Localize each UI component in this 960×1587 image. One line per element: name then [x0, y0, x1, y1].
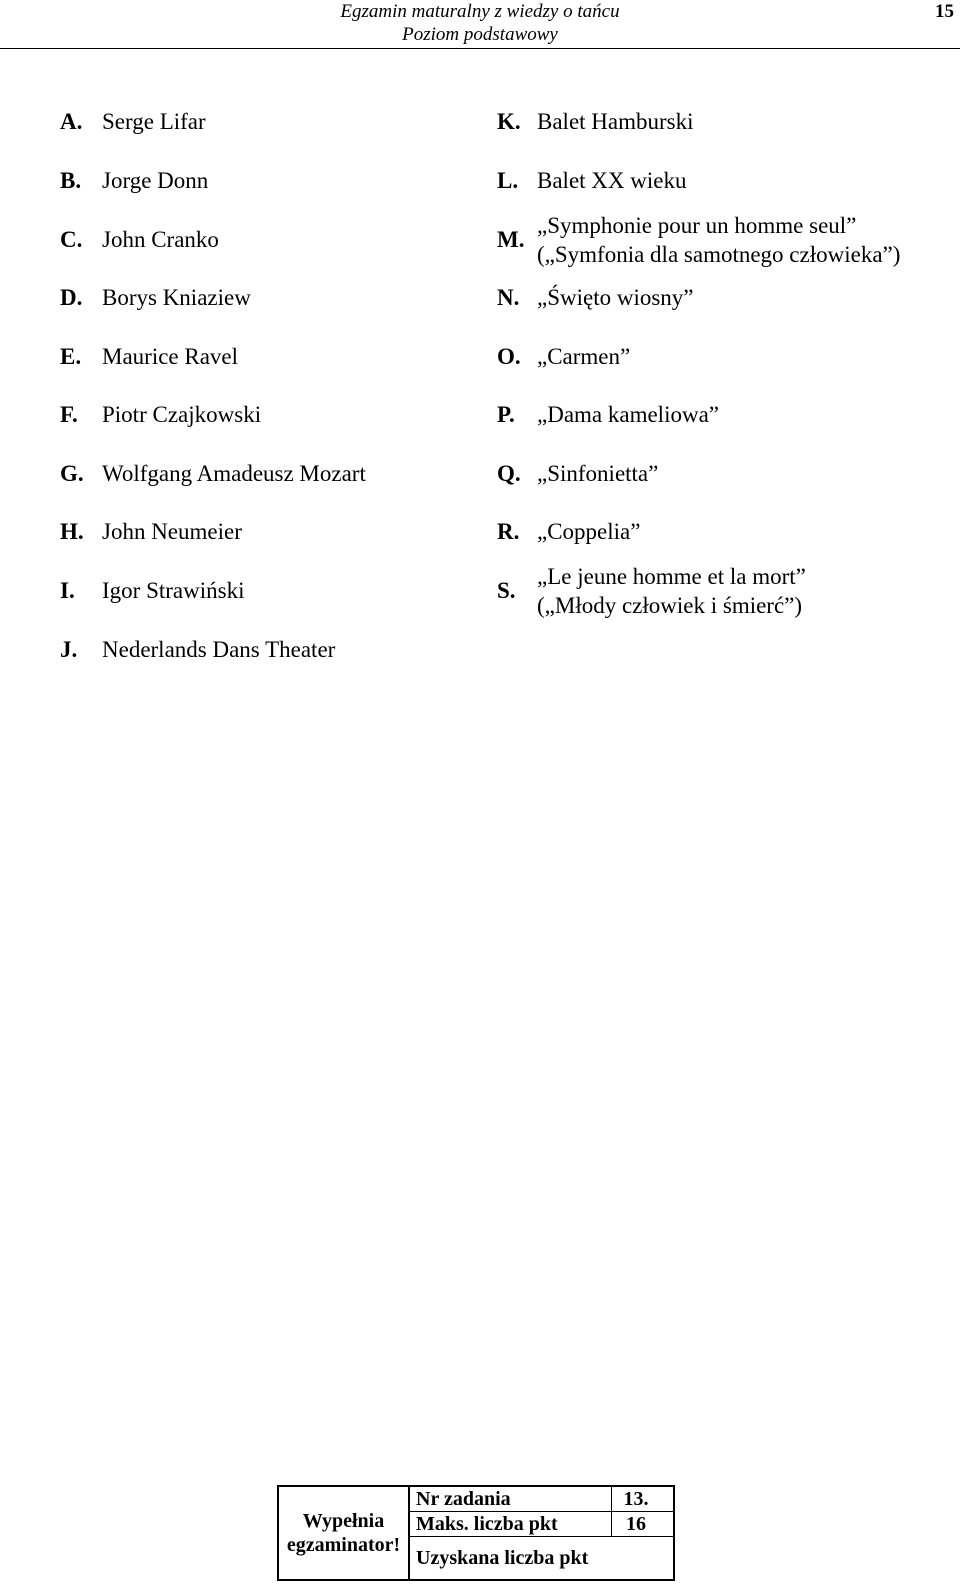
item-text: Wolfgang Amadeusz Mozart [102, 461, 366, 486]
examiner-score-box [277, 1485, 675, 1581]
item-text: Maurice Ravel [102, 344, 239, 369]
exam-title-line1: Egzamin maturalny z wiedzy o tańcu [340, 1, 620, 22]
item-letter: A. [60, 109, 83, 134]
max-points-label: Maks. liczba pkt [416, 1513, 558, 1535]
obtained-points-row [410, 1537, 673, 1579]
fill-label-line1: Wypełnia [302, 1510, 385, 1532]
item-letter: B. [60, 168, 82, 193]
item-text: Nederlands Dans Theater [102, 637, 336, 662]
max-points-value: 16 [626, 1513, 646, 1535]
item-text: Balet XX wieku [537, 168, 687, 193]
item-letter: G. [60, 461, 84, 486]
item-text: Borys Kniaziew [102, 285, 251, 310]
item-text: „Sinfonietta” [537, 461, 659, 486]
item-letter: C. [60, 227, 83, 252]
obtained-points-label: Uzyskana liczba pkt [416, 1547, 589, 1569]
item-letter: M. [497, 227, 525, 252]
item-letter: N. [497, 285, 520, 310]
item-letter: O. [497, 344, 521, 369]
item-text: „Le jeune homme et la mort” [537, 564, 806, 589]
item-letter: I. [60, 578, 75, 603]
item-letter: F. [60, 402, 78, 427]
item-text: Serge Lifar [102, 109, 206, 134]
exam-level: Poziom podstawowy [402, 24, 558, 45]
item-letter: S. [497, 578, 516, 603]
item-translation: („Młody człowiek i śmierć”) [537, 593, 803, 618]
item-letter: K. [497, 109, 521, 134]
task-number-value: 13. [623, 1488, 649, 1510]
item-text: „Symphonie pour un homme seul” [537, 213, 857, 238]
examiner-fill-label [279, 1487, 410, 1579]
item-text: Igor Strawiński [102, 578, 245, 603]
item-text: „Carmen” [537, 344, 631, 369]
item-text: Balet Hamburski [537, 109, 694, 134]
item-text: „Święto wiosny” [537, 285, 694, 310]
item-letter: L. [497, 168, 519, 193]
item-letter: H. [60, 519, 84, 544]
item-letter: P. [497, 402, 515, 427]
task-number-label: Nr zadania [416, 1488, 511, 1510]
item-letter: Q. [497, 461, 521, 486]
item-translation: („Symfonia dla samotnego człowieka”) [537, 242, 901, 267]
exam-title [0, 0, 960, 46]
score-column-divider [611, 1487, 612, 1537]
item-letter: D. [60, 285, 83, 310]
item-text: Piotr Czajkowski [102, 402, 262, 427]
item-letter: R. [497, 519, 520, 544]
item-text: John Neumeier [102, 519, 242, 544]
item-text: Jorge Donn [102, 168, 209, 193]
page-number: 15 [935, 1, 954, 22]
item-letter: E. [60, 344, 82, 369]
fill-label-line2: egzaminator! [286, 1534, 401, 1556]
page-header [0, 0, 960, 49]
max-points-row [410, 1512, 673, 1537]
item-text: „Dama kameliowa” [537, 402, 719, 427]
item-text: „Coppelia” [537, 519, 641, 544]
item-letter: J. [60, 637, 78, 662]
item-text: John Cranko [102, 227, 219, 252]
task-number-row [410, 1487, 673, 1512]
